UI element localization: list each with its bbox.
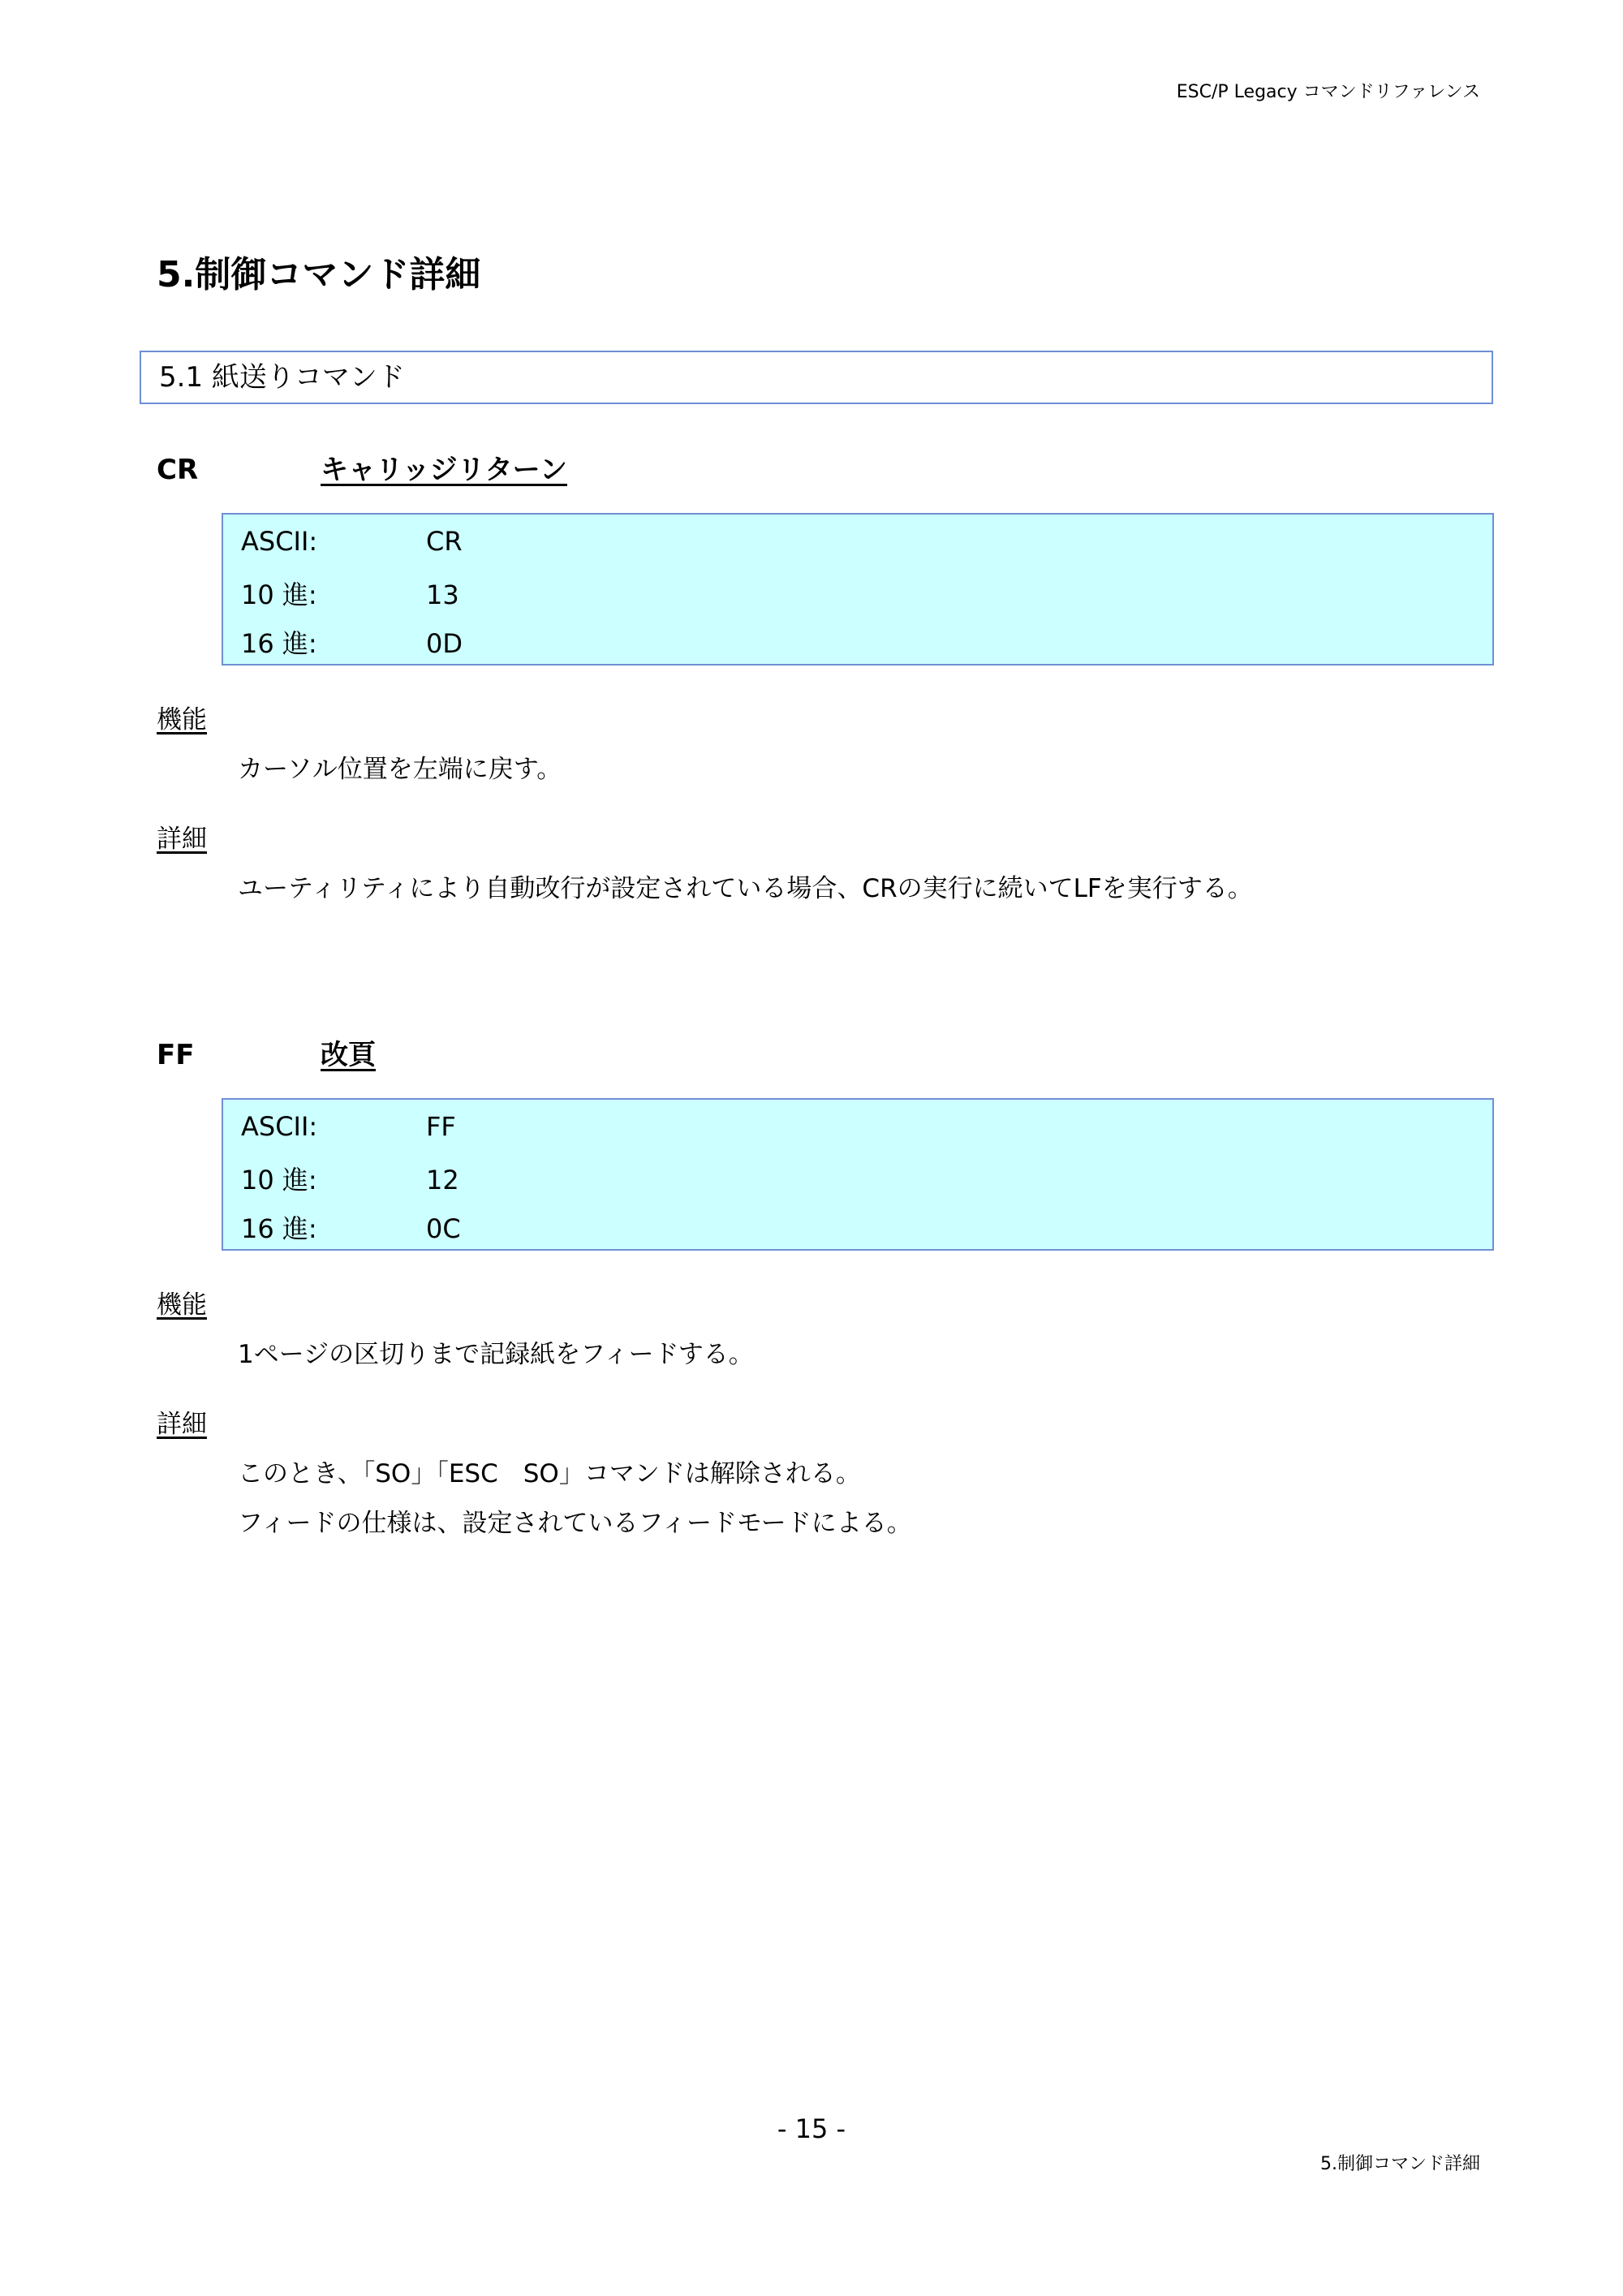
ascii-label: ASCII: — [241, 1111, 318, 1142]
decimal-label: 10 進: — [241, 1165, 317, 1195]
command-name: 改頁 — [321, 1039, 376, 1071]
decimal-label: 10 進: — [241, 579, 317, 610]
detail-text-ff-1: このとき、「SO」「ESC SO」コマンドは解除される。 — [238, 1459, 861, 1488]
command-code: CR — [157, 454, 199, 486]
ascii-value: FF — [426, 1111, 456, 1142]
command-heading-cr — [157, 447, 567, 487]
hex-value: 0C — [426, 1213, 461, 1244]
command-info-box-cr — [222, 513, 1494, 666]
chapter-title: 5.制御コマンド詳細 — [157, 254, 481, 295]
detail-label-ff: 詳細 — [157, 1410, 207, 1439]
function-text-cr: カーソル位置を左端に戻す。 — [238, 755, 562, 784]
hex-label: 16 進: — [241, 1213, 317, 1244]
decimal-value: 12 — [426, 1165, 459, 1195]
detail-text-ff-2: フィードの仕様は、設定されているフィードモードによる。 — [238, 1509, 912, 1538]
running-header: ESC/P Legacy コマンドリファレンス — [1176, 82, 1480, 102]
hex-value: 0D — [426, 628, 463, 659]
hex-label: 16 進: — [241, 628, 317, 659]
function-text-ff: 1ページの区切りまで記録紙をフィードする。 — [238, 1340, 754, 1369]
ascii-value: CR — [426, 526, 463, 557]
hex-row — [241, 623, 463, 661]
running-footer: 5.制御コマンド詳細 — [1320, 2154, 1480, 2174]
hex-row — [241, 1208, 461, 1246]
ascii-row — [241, 526, 463, 557]
decimal-value: 13 — [426, 579, 459, 610]
detail-label-cr: 詳細 — [157, 825, 207, 854]
ascii-row — [241, 1111, 456, 1142]
function-label-cr: 機能 — [157, 705, 207, 734]
decimal-row — [241, 575, 459, 612]
function-label-ff: 機能 — [157, 1290, 207, 1320]
command-heading-ff — [157, 1032, 376, 1072]
command-code: FF — [157, 1039, 195, 1071]
ascii-label: ASCII: — [241, 526, 318, 557]
page-number: - 15 - — [777, 2113, 846, 2144]
detail-text-cr: ユーティリティにより自動改行が設定されている場合、CRの実行に続いてLFを実行する。 — [238, 874, 1253, 903]
command-info-box-ff — [222, 1098, 1494, 1251]
section-title: 5.1 紙送りコマンド — [140, 351, 1493, 404]
decimal-row — [241, 1160, 459, 1197]
command-name: キャリッジリターン — [321, 454, 567, 486]
